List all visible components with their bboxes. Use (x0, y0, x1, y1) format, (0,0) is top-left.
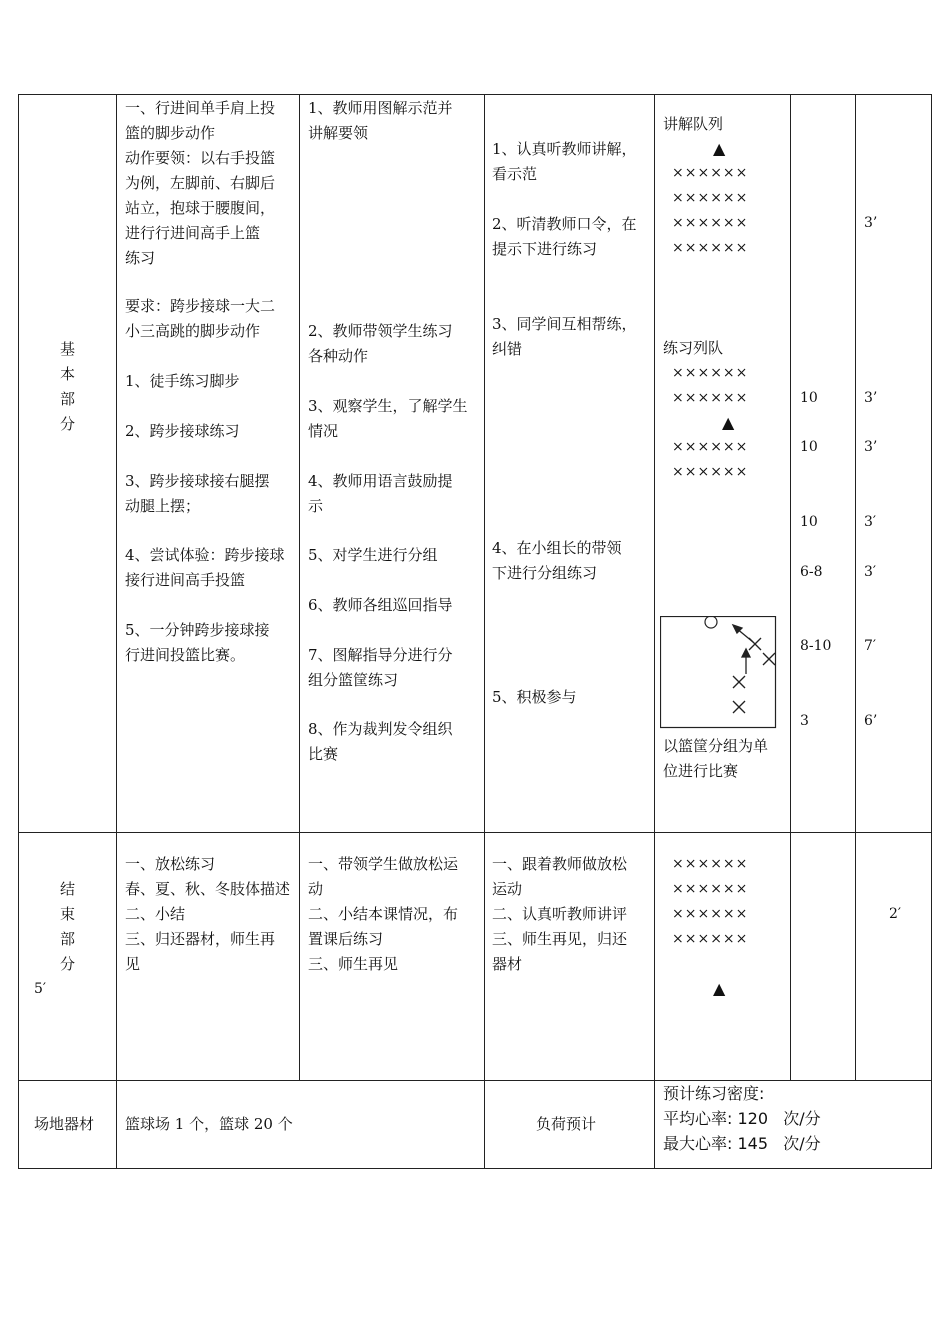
col-line-2 (299, 94, 300, 1081)
venue-value: 篮球场 1 个，篮球 20 个 (125, 1115, 293, 1133)
content-line: 3、跨步接球接右腿摆 (125, 472, 270, 490)
student-line: 提示下进行练习 (492, 240, 598, 258)
content-line: 见 (125, 955, 141, 973)
time-value: 2′ (889, 906, 902, 922)
formation-row: ×××××× (672, 365, 749, 381)
content-line: 一、行进间单手肩上投 (125, 99, 276, 117)
formation-row: ×××××× (672, 215, 749, 231)
content-line: 进行行进间高手上篮 (125, 224, 261, 242)
teacher-line: 6、教师各组巡回指导 (308, 596, 453, 614)
teacher-line: 组分篮筐练习 (308, 671, 399, 689)
content-line: 动腿上摆； (125, 497, 201, 515)
teacher-line: 三、师生再见 (308, 955, 399, 973)
count-value: 3 (800, 713, 809, 729)
teacher-line: 8、作为裁判发令组织 (308, 720, 453, 738)
content-line: 二、小结 (125, 905, 186, 923)
load-label: 负荷预计 (536, 1115, 597, 1133)
student-line: 4、在小组长的带领 (492, 539, 622, 557)
teacher-line: 5、对学生进行分组 (308, 546, 438, 564)
student-line: 三、师生再见，归还 (492, 930, 628, 948)
col-line-6 (855, 94, 856, 1081)
col-line-4 (654, 94, 655, 1169)
teacher-line: 动 (308, 880, 324, 898)
student-line: 器材 (492, 955, 523, 973)
student-line: 下进行分组练习 (492, 564, 598, 582)
content-line: 站立，抱球于腰腹间， (125, 199, 276, 217)
teacher-line: 2、教师带领学生练习 (308, 322, 453, 340)
content-line: 动作要领：以右手投篮 (125, 149, 276, 167)
formation-row: ×××××× (672, 906, 749, 922)
section-time: 5′ (34, 981, 47, 997)
teacher-triangle-icon: ▲ (722, 413, 735, 432)
table-border-right (931, 94, 932, 1169)
content-line: 4、尝试体验：跨步接球 (125, 546, 285, 564)
formation-row: ×××××× (672, 881, 749, 897)
teacher-line: 4、教师用语言鼓励提 (308, 472, 453, 490)
count-value: 10 (800, 514, 818, 530)
venue-label: 场地器材 (34, 1115, 95, 1133)
pass-arrow-icon (733, 625, 753, 642)
section-label-char: 束 (60, 905, 76, 923)
teacher-triangle-icon: ▲ (713, 979, 726, 998)
formation-row: ×××××× (672, 856, 749, 872)
basket-icon (705, 616, 717, 628)
teacher-line: 讲解要领 (308, 124, 369, 142)
run-arrow-icon (742, 649, 750, 674)
time-value: 3’ (864, 439, 878, 455)
col-line-3 (484, 94, 485, 1169)
student-line: 运动 (492, 880, 523, 898)
formation-row: ×××××× (672, 464, 749, 480)
time-value: 3’ (864, 215, 878, 231)
court-outline (661, 617, 776, 728)
formation-row: ×××××× (672, 190, 749, 206)
average-heart-rate: 平均心率: 120 次/分 (663, 1109, 821, 1128)
student-line: 纠错 (492, 340, 523, 358)
student-line: 看示范 (492, 165, 538, 183)
time-value: 6’ (864, 713, 878, 729)
col-line-5 (790, 94, 791, 1081)
formation-row: ×××××× (672, 390, 749, 406)
section-label-char: 分 (60, 955, 76, 973)
time-value: 7′ (864, 638, 877, 654)
player-cross-icon (733, 676, 745, 688)
content-line: 5、一分钟跨步接球接 (125, 621, 270, 639)
explain-formation-title: 讲解队列 (663, 115, 724, 133)
student-line: 一、跟着教师做放松 (492, 855, 628, 873)
formation-row: ×××××× (672, 931, 749, 947)
content-line: 三、归还器材，师生再 (125, 930, 276, 948)
formation-row: ×××××× (672, 240, 749, 256)
teacher-line: 情况 (308, 422, 339, 440)
content-line: 篮的脚步动作 (125, 124, 216, 142)
formation-row: ×××××× (672, 165, 749, 181)
content-line: 行进间投篮比赛。 (125, 646, 246, 664)
section-label-char: 本 (60, 365, 76, 383)
count-value: 10 (800, 390, 818, 406)
count-value: 8-10 (800, 638, 832, 654)
content-line: 为例，左脚前、右脚后 (125, 174, 276, 192)
diagram-caption: 以篮筐分组为单 (663, 737, 769, 755)
teacher-line: 7、图解指导分进行分 (308, 646, 453, 664)
formation-row: ×××××× (672, 439, 749, 455)
section-label-char: 部 (60, 930, 76, 948)
table-divider-ending (18, 832, 932, 833)
teacher-line: 3、观察学生，了解学生 (308, 397, 468, 415)
section-label-char: 基 (60, 340, 76, 358)
table-border-bottom (18, 1168, 932, 1169)
student-line: 2、听清教师口令，在 (492, 215, 637, 233)
content-line: 小三高跳的脚步动作 (125, 322, 261, 340)
teacher-line: 示 (308, 497, 324, 515)
diagram-caption: 位进行比赛 (663, 762, 739, 780)
count-value: 6-8 (800, 564, 823, 580)
max-heart-rate: 最大心率: 145 次/分 (663, 1134, 821, 1153)
section-label-char: 结 (60, 880, 76, 898)
basket-group-diagram (660, 616, 777, 730)
content-line: 春、夏、秋、冬肢体描述 (125, 880, 291, 898)
student-line: 1、认真听教师讲解， (492, 140, 637, 158)
teacher-line: 二、小结本课情况，布 (308, 905, 459, 923)
content-line: 1、徒手练习脚步 (125, 372, 240, 390)
teacher-triangle-icon: ▲ (713, 139, 726, 158)
col-line-1 (116, 94, 117, 1169)
content-line: 练习 (125, 249, 156, 267)
practice-formation-title: 练习列队 (663, 339, 724, 357)
time-value: 3′ (864, 514, 877, 530)
student-line: 3、同学间互相帮练， (492, 315, 637, 333)
content-line: 2、跨步接球练习 (125, 422, 240, 440)
density-estimate: 预计练习密度: (663, 1084, 765, 1103)
table-border-top (18, 94, 932, 95)
teacher-line: 1、教师用图解示范并 (308, 99, 453, 117)
player-cross-icon (733, 701, 745, 713)
table-divider-footer (18, 1080, 932, 1081)
teacher-line: 比赛 (308, 745, 339, 763)
content-line: 接行进间高手投篮 (125, 571, 246, 589)
teacher-line: 置课后练习 (308, 930, 384, 948)
time-value: 3’ (864, 390, 878, 406)
time-value: 3′ (864, 564, 877, 580)
teacher-line: 各种动作 (308, 347, 369, 365)
content-line: 要求：跨步接球一大二 (125, 297, 276, 315)
player-cross-icon (763, 653, 775, 665)
teacher-line: 一、带领学生做放松运 (308, 855, 459, 873)
table-border-left (18, 94, 19, 1169)
content-line: 一、放松练习 (125, 855, 216, 873)
count-value: 10 (800, 439, 818, 455)
student-line: 二、认真听教师讲评 (492, 905, 628, 923)
section-label-char: 部 (60, 390, 76, 408)
student-line: 5、积极参与 (492, 688, 577, 706)
section-label-char: 分 (60, 415, 76, 433)
